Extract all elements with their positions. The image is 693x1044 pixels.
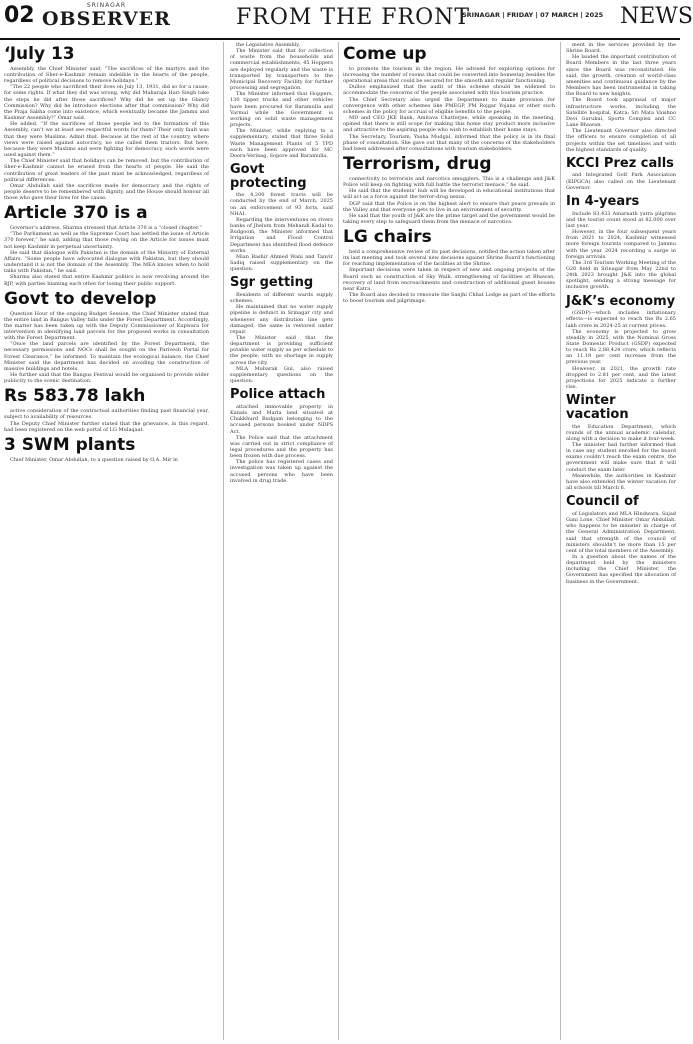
- paragraph: DGP said that the Police is on the highest alert to ensure that peace prevails in the Valley and that everyone gets to live in an environment of security.: [343, 200, 555, 213]
- headline-lg-chairs[interactable]: LG chairs: [343, 227, 432, 248]
- paragraph: Omar Abdullah said the sacrifices made for democracy and the rights of people deserve to be remembered with dignity, and the House should honour all those who gave their lives for the cause.: [4, 182, 209, 202]
- paragraph: The Lieutenant Governor also directed the officers to ensure completion of all projects within the set timelines and with the highest standards of quality.: [566, 128, 676, 153]
- article-lg-chairs: [343, 249, 555, 304]
- paragraph: Regarding the interventions on rivers banks of Jhelum from Mehandi Kadal to Budgoom, the Minister informed that Irrigation and Flood Control Department has identified flood defence works.: [230, 216, 333, 254]
- headline-police-attach[interactable]: Police attach: [230, 387, 326, 403]
- paragraph: the Education Department, which rounds of the annual academic calendar, along with a decision to make it four-week.: [566, 423, 676, 442]
- paragraph: He added, “If the sacrifices of those people led to the formation of this Assembly, can’t we at least see respectful words for them? Their only fault was that they were Muslims. Admit that. Because at the rest of the country, where views were raised against autocracy, no one called them traitors. But here, because they were Muslims and were fighting for democracy, such words were used against them.”: [4, 121, 209, 159]
- category-label: NEWS: [620, 4, 693, 29]
- section-title: FROM THE FRONT: [236, 5, 471, 30]
- paragraph: However, in the four subsequent years from 2021 to 2024, Kashmir witnessed more foreign tourists compared to Jammu with the year 2024 recording a surge in foreign arrivals.: [566, 229, 676, 260]
- headline-july-13[interactable]: ‘July 13: [4, 44, 75, 64]
- paragraph: He further said that the Bangus Festival would be organised to provide wider publicity to the scenic destination.: [4, 372, 209, 385]
- paragraph: The Minister said that the department is providing sufficient potable water supply as per schedule to the people, with no shortage in supply across the city.: [230, 335, 333, 366]
- paragraph: active consideration of the contractual authorities finding past financial year, subject to availability of resources.: [4, 408, 209, 421]
- paragraph: connectivity to terrorists and narcotics smugglers. This is a challenge and J&K Police will keep on fighting with full battle the terrorist menace,” he said.: [343, 175, 555, 189]
- masthead: [0, 0, 693, 40]
- headline-come-up[interactable]: Come up: [343, 44, 427, 64]
- paragraph: Question Hour of the ongoing Budget Session, the Chief Minister stated that the entire land in Bangus Valley falls under the Forest Department. Accordingly, the matter has been taken up with the Deputy Commissioner of Kupwara for intervention in identifying land parcels for the proposed works in consultation with the Forest Department.: [4, 310, 209, 342]
- paragraph: MLA Mubarak Gul, also raised supplementary questions on the question.: [230, 365, 333, 385]
- paragraph: The Board took appraisal of major infrastructure works, including the Satellite hospital, Katra; Sri Mata Vaishno Devi Gurukul, Sports Complex and CC Lane Bhawan.: [566, 97, 676, 129]
- article-july-13: [4, 66, 209, 201]
- paragraph: However, in 2021, the growth rate dropped to 2.81 per cent, and the latest projections for 2025 indicate a further rise.: [566, 365, 676, 391]
- article-kcci-prez-calls: [566, 172, 676, 190]
- headline-rs-583-lakh[interactable]: Rs 583.78 lakh: [4, 386, 146, 407]
- paragraph: the 4,200 forest tracts will be conducted by the end of March, 2025 on an enforcement of 93 forts, said NHAI.: [230, 192, 333, 217]
- brand-name: OBSERVER: [42, 8, 171, 30]
- paragraph: of Legislators and MLA Hindwara, Sajad Gani Lone, Chief Minister Omar Abdullah, who happens to be minister in charge of the General Administration Department, said that strength of the council of ministers shouldn’t be more than 15 per cent of the total members of the Assembly.: [566, 510, 676, 554]
- article-continuation: [566, 42, 676, 153]
- article-terrorism-drug: [343, 176, 555, 225]
- headline-kcci-prez-calls[interactable]: KCCI Prez calls: [566, 155, 674, 171]
- headline-council-of[interactable]: Council of: [566, 494, 639, 510]
- paragraph: The 3rd Tourism Working Meeting of the G20 held in Srinagar from May 22nd to 24th 2023 brought J&K into the global spotlight, sending a strong message for inclusive growth.: [566, 259, 676, 291]
- paragraph: The Secretary, Tourism, Yasha Mudgal, informed that the policy is in its final phase of consultation. She gave out that many of the concerns of the stakeholders had been addressed after consultations with tourism stakeholders.: [343, 133, 555, 152]
- paragraph: The police has registered cases and investigation was taken up against the accused persons who have been involved in drug trade.: [230, 459, 333, 484]
- headline-in-4-years[interactable]: In 4-years: [566, 193, 640, 209]
- article-jk-economy: [566, 310, 676, 390]
- headline-govt-protecting[interactable]: Govt protecting: [230, 161, 307, 191]
- column-3: [343, 42, 555, 1040]
- paragraph: He said that the youth of J&K are the prime target and the government would be taking every step to safeguard them from the menace of narcotics.: [343, 212, 555, 225]
- paragraph: In a question about the names of the department held by the ministers including the Chief Minister, the Government has specified the allocation of business in the Government.: [566, 554, 676, 585]
- paragraph: The economy is projected to grow steadily in 2025, with the Nominal Gross State Domestic Product (GSDP) expected to reach Rs 2,88,424 crore, which reflects an 11.19 per cent increase from the previous year.: [566, 328, 676, 366]
- column-divider: [338, 42, 339, 1040]
- headline-jk-economy[interactable]: J&K’s economy: [566, 293, 676, 309]
- paragraph: The Board also decided to renovate the Sanjhi Chhat Lodge as part of the efforts to boost tourism and pilgrimage.: [343, 292, 555, 305]
- paragraph: and Integrated Golf Park Association (KIPGCA) also called on the Lieutenant Governor.: [566, 172, 676, 191]
- article-3-swm-plants: [4, 457, 209, 463]
- brand-logo[interactable]: [42, 2, 171, 29]
- paragraph: to promote the tourism in the region. He advised for exploring options for increasing the number of rooms that could be converted into homestay besides the operational areas that could be secured for the smooth and regular functioning.: [343, 65, 555, 85]
- headline-sgr-getting[interactable]: Sgr getting: [230, 275, 314, 291]
- article-council-of: [566, 511, 676, 585]
- paragraph: Chief Minister, Omar Abdullah, to a question raised by O.A. Mir in: [10, 456, 178, 463]
- paragraph: Sharma also stated that entire Kashmir politics is now revolving around the BJP, with parties blaming each other for losing their public support.: [4, 274, 209, 287]
- paragraph: The Minister, while replying to a supplementary, stated that three Solid Waste Management Plants of 5 TPD each have been approved for MC Dooru-Verinag, Sopore and Baramulla.: [230, 128, 333, 159]
- paragraph: (GSDP)—which includes inflationary effects—is expected to reach the Rs 2.65 lakh crore in 2024-25 at current prices.: [566, 310, 676, 329]
- column-1: [4, 42, 209, 1040]
- column-divider: [223, 42, 224, 1040]
- paragraph: He said that dialogue with Pakistan is the domain of the Ministry of External Affairs. “Some people have advocated dialogue with Pakistan, but they should understand it is not the domain of the Assembly. The MEA knows when to hold talks with Pakistan,” he said.: [4, 249, 209, 275]
- paragraph: the Legislative Assembly.: [236, 42, 300, 48]
- article-rs-583-lakh: [4, 408, 209, 433]
- article-govt-to-develop: [4, 311, 209, 385]
- article-govt-protecting: [230, 192, 333, 272]
- headline-article-370[interactable]: Article 370 is a: [4, 203, 148, 224]
- paragraph: Dulloo emphasized that the audit of this scheme should be widened to accommodate the concerns of the people associated with this tourism practice.: [343, 84, 555, 97]
- paragraph: The Chief Minister said that holidays can be removed, but the contribution of Sher-e-Kashmir cannot be erased from the hearts of people. He said the contribution of great leaders of the past must be acknowledged, regardless of political differences.: [4, 158, 209, 183]
- article-sgr-getting: [230, 292, 333, 384]
- headline-govt-to-develop[interactable]: Govt to develop: [4, 288, 157, 309]
- paragraph: The Minister informed that Hoppers, 130 tipper trucks and other vehicles have been procured for Baramulla and Varmul while the Government is working on solid waste management projects.: [230, 91, 333, 129]
- article-370: [4, 225, 209, 287]
- paragraph: He lauded the important contribution of Board Members in the last three years since the Board was reconstituted. He said, the growth, creation of world-class amenities and continuous guidance by the Members has been instrumental in taking the Board to new heights.: [566, 54, 676, 98]
- article-come-up: [343, 66, 555, 152]
- paragraph: Include 83,433 Amarnath yatra pilgrims and the tourist count stood at 82,000 over last year.: [566, 210, 676, 229]
- paragraph: Mian Bashir Ahmed Wani and Tanvir Sadiq raised supplementary on the question.: [230, 253, 333, 273]
- column-4: [566, 42, 676, 1040]
- headline-winter-vacation[interactable]: Winter vacation: [566, 393, 629, 422]
- article-police-attach: [230, 404, 333, 484]
- paragraph: He maintained that no water supply pipeline is defunct in Srinagar city and whenever any distribution line gets damaged, the same is restored under repair.: [230, 304, 333, 335]
- paragraph: Important decisions were taken in respect of new and ongoing projects of the Board such as construction of Sky Walk, strengthening of facilities at Bhawan, recovery of land from encroachments and construction of additional guest houses near Katra.: [343, 267, 555, 292]
- paragraph: The Police said that the attachment was carried out in strict compliance of legal procedures and the property has been frozen with due process.: [230, 434, 333, 460]
- paragraph: Residents of different wards supply schemes.: [230, 291, 333, 305]
- article-winter-vacation: [566, 424, 676, 492]
- article-in-4-years: [566, 211, 676, 291]
- paragraph: “The Parliament as well as the Supreme Court has settled the issue of Article 370 forever,” he said, adding that those relying on the Article for issues must not keep Kashmir in perpetual uncertainty.: [4, 231, 209, 250]
- paragraph: Meanwhile, the authorities in Kashmir have also extended the winter vacation for all schools till March 6.: [566, 472, 676, 492]
- paragraph: Governor’s address, Sharma stressed that Article 370 is a “closed chapter.”: [10, 225, 202, 232]
- paragraph: The Minister said that for collection of waste from the households and commercial establishments, 45 Hoppers are deployed regularly and the waste is transported by transporters to the Municipal Recovery Facility for further processing and segregation.: [230, 48, 333, 92]
- paragraph: held a comprehensive review of its past decisions, notified the action taken after its last meeting and took several new decisions against Shrine Board’s functioning for reaching implementation of the facilities at the Shrine.: [343, 248, 555, 268]
- article-continuation: [230, 42, 333, 159]
- headline-terrorism-drug[interactable]: Terrorism, drug: [343, 154, 492, 175]
- brand-small-text: SRINAGAR: [86, 2, 127, 9]
- paragraph: MD and CEO JKE Bank, Amitava Chatterjee, while speaking in the meeting, opined that there is still scope for making this home stay product more inclusive and attractive to the aspiring people who wish to establish their home stays.: [343, 115, 555, 134]
- paragraph: “Once the land parcels are identified by the Forest Department, the necessary permissions and NOCs shall be sought on the Parivesh Portal for Forest Clearance,” he informed. To maintain the ecological balance, the Chief Minister said the department has decided on avoiding the construction of massive buildings and hotels.: [4, 341, 209, 372]
- paragraph: He said that the students’ hub will be developed in educational institutions that will act as a force against the terror-drug nexus.: [343, 188, 555, 201]
- column-divider: [560, 42, 561, 1040]
- paragraph: “The 22 people who sacrificed their lives on July 13, 1931, did so for a cause, for some rights. If what they did was wrong, why did Maharaja Hari Singh take the steps he did after those sacrifices? Why did he set up the Glancy Commission? Why did he introduce elections after that commission? Why did the Praja Sabha come into existence, which eventually became the Jammu and Kashmir Assembly?” Omar said.: [4, 84, 209, 122]
- page-number: 02: [4, 3, 35, 28]
- column-2: [230, 42, 333, 1040]
- paragraph: The Deputy Chief Minister further stated that the grievance, in this regard, had been registered on the web portal of LG Mulaqaat.: [4, 420, 209, 433]
- paragraph: The Chief Secretary also urged the Department to make provision for convergence with other schemes like PMEGP, PM Rojgar Yojana or other such schemes in the policy for accrual of eligible benefits to the people.: [343, 96, 555, 115]
- paragraph: Assembly, the Chief Minister said, “The sacrifices of the martyrs and the contribution of Sher-e-Kashmir remain indelible in the hearts of the people, regardless of political decisions to remove holidays.”: [4, 65, 209, 85]
- paragraph: ment in the services provided by the Shrine Board.: [566, 42, 676, 55]
- headline-3-swm-plants[interactable]: 3 SWM plants: [4, 434, 136, 455]
- paragraph: attached immovable property in Kanals and Marla land situated at Chakkhurd Budgam belonging to the accused persons booked under NDPS Act.: [230, 403, 333, 435]
- paragraph: The minister had further informed that in case any student enrolled for the board exams couldn’t reach the exam centre, the government will make sure that it will conduct the exam later.: [566, 442, 676, 473]
- dateline: SRINAGAR | FRIDAY | 07 MARCH | 2025: [462, 11, 604, 19]
